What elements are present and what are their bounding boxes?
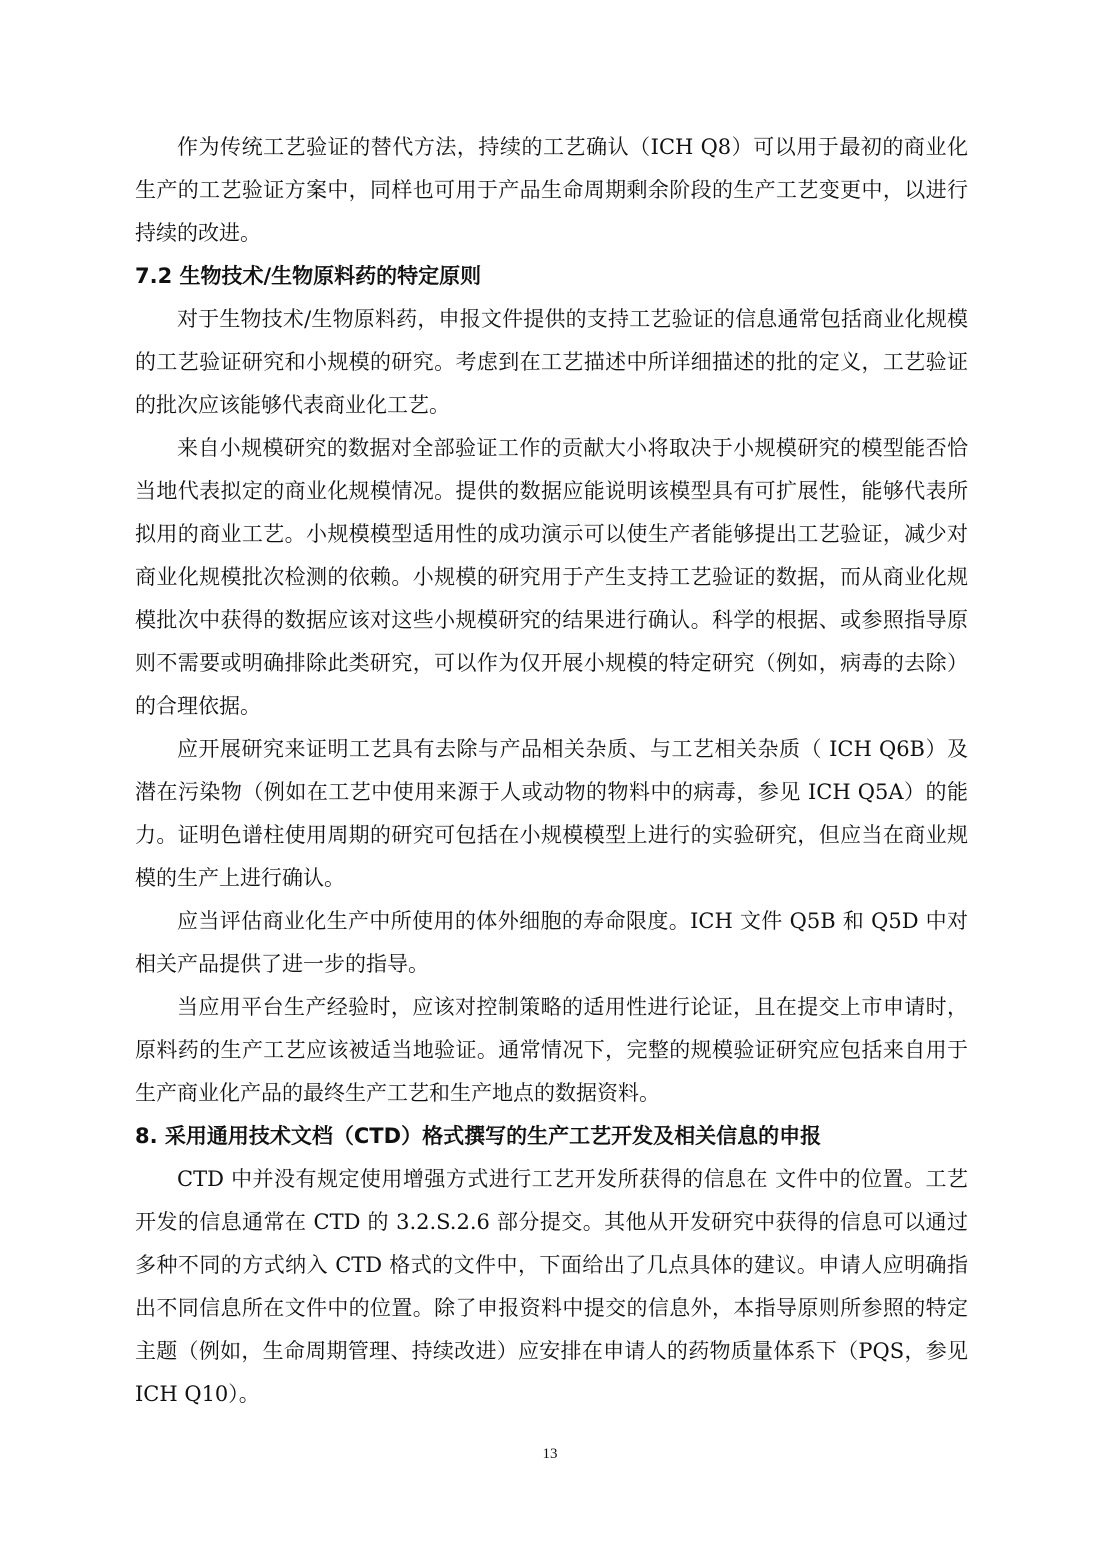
document-body <box>135 126 968 1416</box>
paragraph-impurity-removal: 应开展研究来证明工艺具有去除与产品相关杂质、与工艺相关杂质（ ICH Q6B）及潜在污染物（例如在工艺中使用来源于人或动物的物料中的病毒，参见 ICH Q5A）的能力。证明色谱柱使用周期的研究可包括在小规模模型上进行的实验研究，但应当在商业规模的生产上进行确认。 <box>135 737 968 890</box>
section-heading-7-2: 7.2 生物技术/生物原料药的特定原则 <box>135 264 482 288</box>
section-heading-8: 8. 采用通用技术文档（CTD）格式撰写的生产工艺开发及相关信息的申报 <box>135 1124 822 1148</box>
paragraph-cell-age-limit: 应当评估商业化生产中所使用的体外细胞的寿命限度。ICH 文件 Q5B 和 Q5D 中对相关产品提供了进一步的指导。 <box>135 909 968 976</box>
paragraph-ctd-location: CTD 中并没有规定使用增强方式进行工艺开发所获得的信息在 文件中的位置。工艺开发的信息通常在 CTD 的 3.2.S.2.6 部分提交。其他从开发研究中获得的信息可以通过多种不同的方式纳入 CTD 格式的文件中，下面给出了几点具体的建议。申请人应明确指出不同信息所在文件中的位置。除了申报资料中提交的信息外，本指导原则所参照的特定主题（例如，生命周期管理、持续改进）应安排在申请人的药物质量体系下（PQS，参见 ICH Q10）。 <box>135 1167 968 1406</box>
paragraph-biotech-validation-info: 对于生物技术/生物原料药，申报文件提供的支持工艺验证的信息通常包括商业化规模的工艺验证研究和小规模的研究。考虑到在工艺描述中所详细描述的批的定义，工艺验证的批次应该能够代表商业化工艺。 <box>135 307 968 417</box>
page-number: 13 <box>542 1446 558 1462</box>
paragraph-continuous-process-verification: 作为传统工艺验证的替代方法，持续的工艺确认（ICH Q8）可以用于最初的商业化生产的工艺验证方案中，同样也可用于产品生命周期剩余阶段的生产工艺变更中，以进行持续的改进。 <box>135 135 968 245</box>
paragraph-small-scale-studies: 来自小规模研究的数据对全部验证工作的贡献大小将取决于小规模研究的模型能否恰当地代表拟定的商业化规模情况。提供的数据应能说明该模型具有可扩展性，能够代表所拟用的商业工艺。小规模模型适用性的成功演示可以使生产者能够提出工艺验证，减少对商业化规模批次检测的依赖。小规模的研究用于产生支持工艺验证的数据，而从商业化规模批次中获得的数据应该对这些小规模研究的结果进行确认。科学的根据、或参照指导原则不需要或明确排除此类研究，可以作为仅开展小规模的特定研究（例如，病毒的去除）的合理依据。 <box>135 436 968 718</box>
paragraph-platform-experience: 当应用平台生产经验时，应该对控制策略的适用性进行论证，且在提交上市申请时，原料药的生产工艺应该被适当地验证。通常情况下，完整的规模验证研究应包括来自用于生产商业化产品的最终生产工艺和生产地点的数据资料。 <box>135 995 968 1105</box>
